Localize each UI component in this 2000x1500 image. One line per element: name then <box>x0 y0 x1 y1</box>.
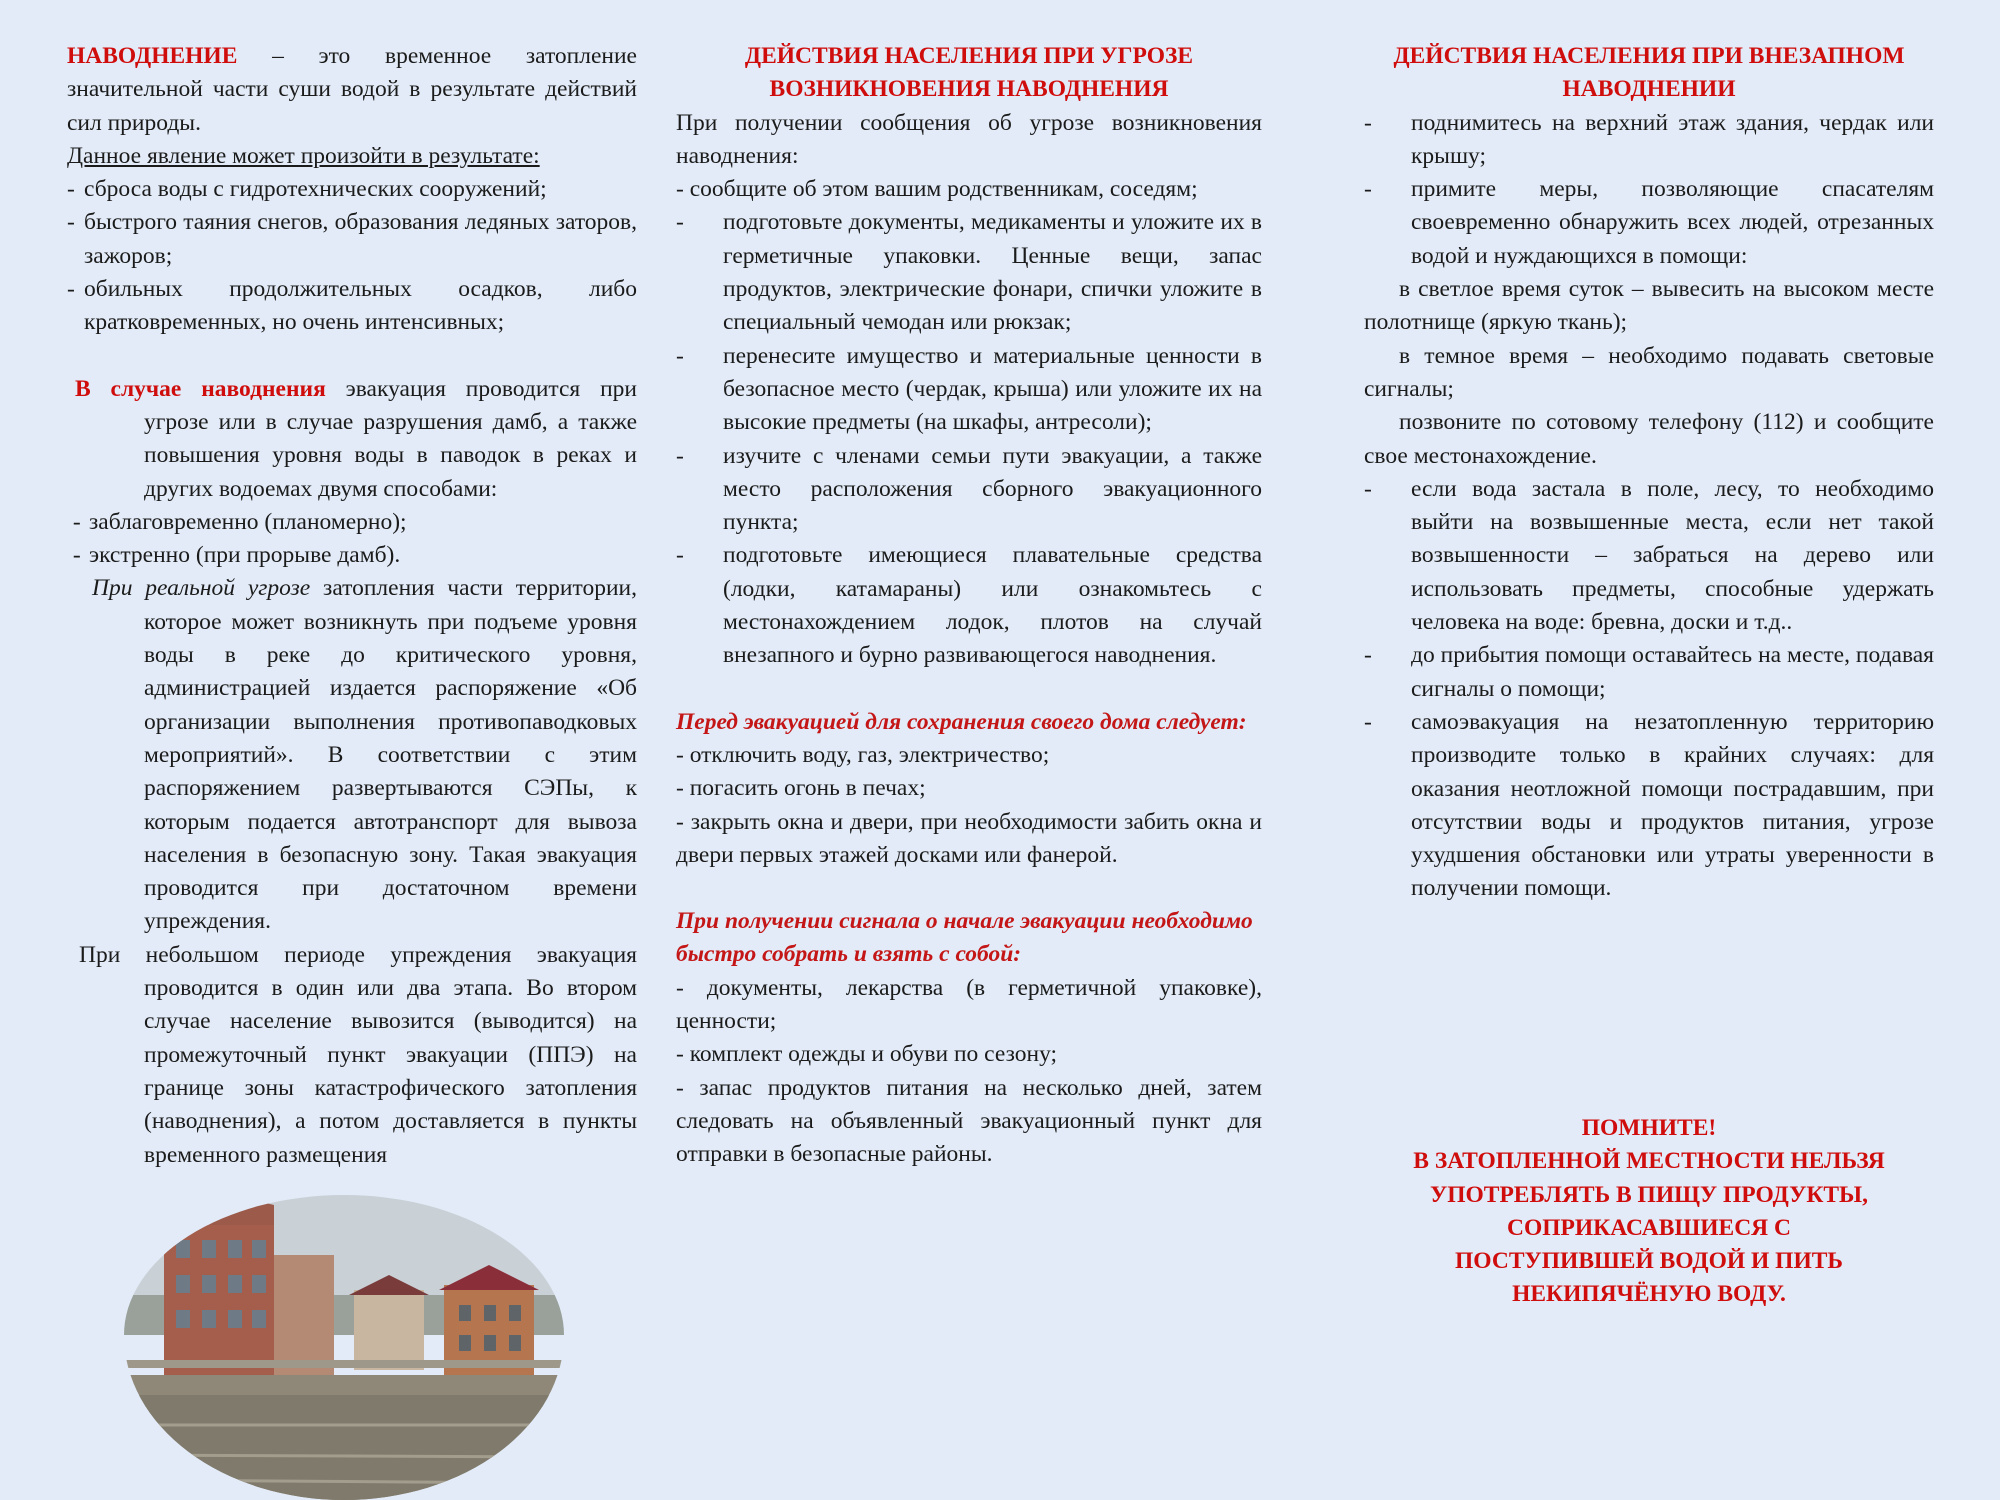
signal-title: При получении сигнала о начале эвакуации необходимо быстро собрать и взять с собой: <box>676 908 1253 968</box>
sudden-flood-title: ДЕЙСТВИЯ НАСЕЛЕНИЯ ПРИ ВНЕЗАПНОМ НАВОДНЕНИИ <box>1393 43 1905 103</box>
flood-term: НАВОДНЕНИЕ <box>67 43 238 69</box>
threat-actions-title: ДЕЙСТВИЯ НАСЕЛЕНИЯ ПРИ УГРОЗЕ ВОЗНИКНОВЕНИЯ НАВОДНЕНИЯ <box>744 43 1194 103</box>
real-threat-paragraph: При реальной угрозе затопления части территории, которое может возникнуть при подъеме уровня воды в реке до критического уровня, администрацией издается распоряжение «Об организации выполнения противопаводковых мероприятий». В соответствии с этим распоряжением развертываются СЭПы, к которым подается автотранспорт для вывоза населения в безопасную зону. Такая эвакуация проводится при достаточном времени упреждения. <box>92 575 637 935</box>
flood-photo <box>124 1195 564 1500</box>
sudden-item: - если вода застала в поле, лесу, то необходимо выйти на возвышенные места, если нет такой возвышенности – забраться на дерево или использовать предметы, способные удержать человека на воде: бревна, доски и т.д.. <box>1364 475 1934 636</box>
threat-item: - подготовьте документы, медикаменты и уложите их в герметичные упаковки. Ценные вещи, запас продуктов, электрические фонари, спички уложите в специальный чемодан или рюкзак; <box>676 209 1262 336</box>
cause-item: - сброса воды с гидротехнических сооружений; <box>67 176 547 203</box>
sudden-para: в темное время – необходимо подавать световые сигналы; <box>1364 342 1934 402</box>
short-warning-paragraph: При небольшом периоде упреждения эвакуация проводится в один или два этапа. Во втором случае население вывозится (выводится) на промежуточный пункт эвакуации (ППЭ) на границе зоны катастрофического затопления (наводнения), а потом доставляется в пункты временного размещения <box>79 941 637 1168</box>
remember-line: ПОМНИТЕ! <box>1581 1115 1717 1141</box>
before-item: - погасить огонь в печах; <box>676 775 926 802</box>
threat-first-item: - сообщите об этом вашим родственникам, соседям; <box>676 176 1198 203</box>
flood-definition: НАВОДНЕНИЕ – это временное затопление значительной части суши водой в результате действий сил природы. <box>67 43 637 136</box>
sudden-item: - до прибытия помощи оставайтесь на месте, подавая сигналы о помощи; <box>1364 642 1934 702</box>
signal-item: - комплект одежды и обуви по сезону; <box>676 1041 1058 1068</box>
cause-item: - обильных продолжительных осадков, либо кратковременных, но очень интенсивных; <box>67 276 637 336</box>
sudden-item: - самоэвакуация на незатопленную территорию производите только в крайних случаях: для оказания неотложной помощи пострадавшим, при отсутствии воды и продуктов питания, угрозе ухудшения обстановки или утраты уверенности в получении помощи. <box>1364 708 1934 902</box>
sudden-para: в светлое время суток – вывесить на высоком месте полотнище (яркую ткань); <box>1364 276 1934 336</box>
remember-line: В ЗАТОПЛЕННОЙ МЕСТНОСТИ НЕЛЬЗЯ <box>1413 1148 1885 1175</box>
column-threat-actions <box>676 40 1262 1172</box>
column-flood-definition <box>67 40 637 1172</box>
evac-way-item: - экстренно (при прорыве дамб). <box>67 542 401 569</box>
remember-line: ПОСТУПИВШЕЙ ВОДОЙ И ПИТЬ <box>1455 1248 1843 1275</box>
causes-title: Данное явление может произойти в результате: <box>67 142 540 169</box>
remember-line: УПОТРЕБЛЯТЬ В ПИЩУ ПРОДУКТЫ, <box>1429 1181 1869 1208</box>
evac-way-item: - заблаговременно (планомерно); <box>67 508 407 535</box>
remember-warning <box>1364 1112 1934 1312</box>
threat-item: - подготовьте имеющиеся плавательные средства (лодки, катамараны) или ознакомьтесь с местонахождением лодок, плотов на случай внезапного и бурно развивающегося наводнения. <box>676 542 1262 669</box>
signal-item: - документы, лекарства (в герметичной упаковке), ценности; <box>676 974 1262 1035</box>
before-item: - отключить воду, газ, электричество; <box>676 741 1050 768</box>
before-evacuation-title: Перед эвакуацией для сохранения своего дома следует: <box>676 708 1247 735</box>
remember-line: СОПРИКАСАВШИЕСЯ С <box>1507 1214 1791 1241</box>
signal-item: - запас продуктов питания на несколько дней, затем следовать на объявленный эвакуационный пункт для отправки в безопасные районы. <box>676 1074 1262 1168</box>
threat-item: - изучите с членами семьи пути эвакуации, а также место расположения сборного эвакуационного пункта; <box>676 442 1262 536</box>
sudden-item: - поднимитесь на верхний этаж здания, чердак или крышу; <box>1364 109 1934 169</box>
evacuation-paragraph: В случае наводнения эвакуация проводится при угрозе или в случае разрушения дамб, а также повышения уровня воды в паводок в реках и других водоемах двумя способами: <box>75 375 637 502</box>
before-item: - закрыть окна и двери, при необходимости забить окна и двери первых этажей досками или фанерой. <box>676 808 1262 868</box>
remember-line: НЕКИПЯЧЁНУЮ ВОДУ. <box>1512 1281 1786 1308</box>
sudden-para: позвоните по сотовому телефону (112) и сообщите свое местонахождение. <box>1364 409 1934 469</box>
threat-item: - перенесите имущество и материальные ценности в безопасное место (чердак, крыша) или уложите их на высокие предметы (на шкафы, антресоли); <box>676 342 1262 436</box>
sudden-item: - примите меры, позволяющие спасателям своевременно обнаружить всех людей, отрезанных водой и нуждающихся в помощи: <box>1364 176 1934 269</box>
evacuation-lead: В случае наводнения <box>75 375 326 402</box>
threat-intro: При получении сообщения об угрозе возникновения наводнения: <box>676 109 1262 169</box>
column-sudden-flood <box>1364 40 1934 906</box>
cause-item: - быстрого таяния снегов, образования ледяных заторов, зажоров; <box>67 209 637 269</box>
